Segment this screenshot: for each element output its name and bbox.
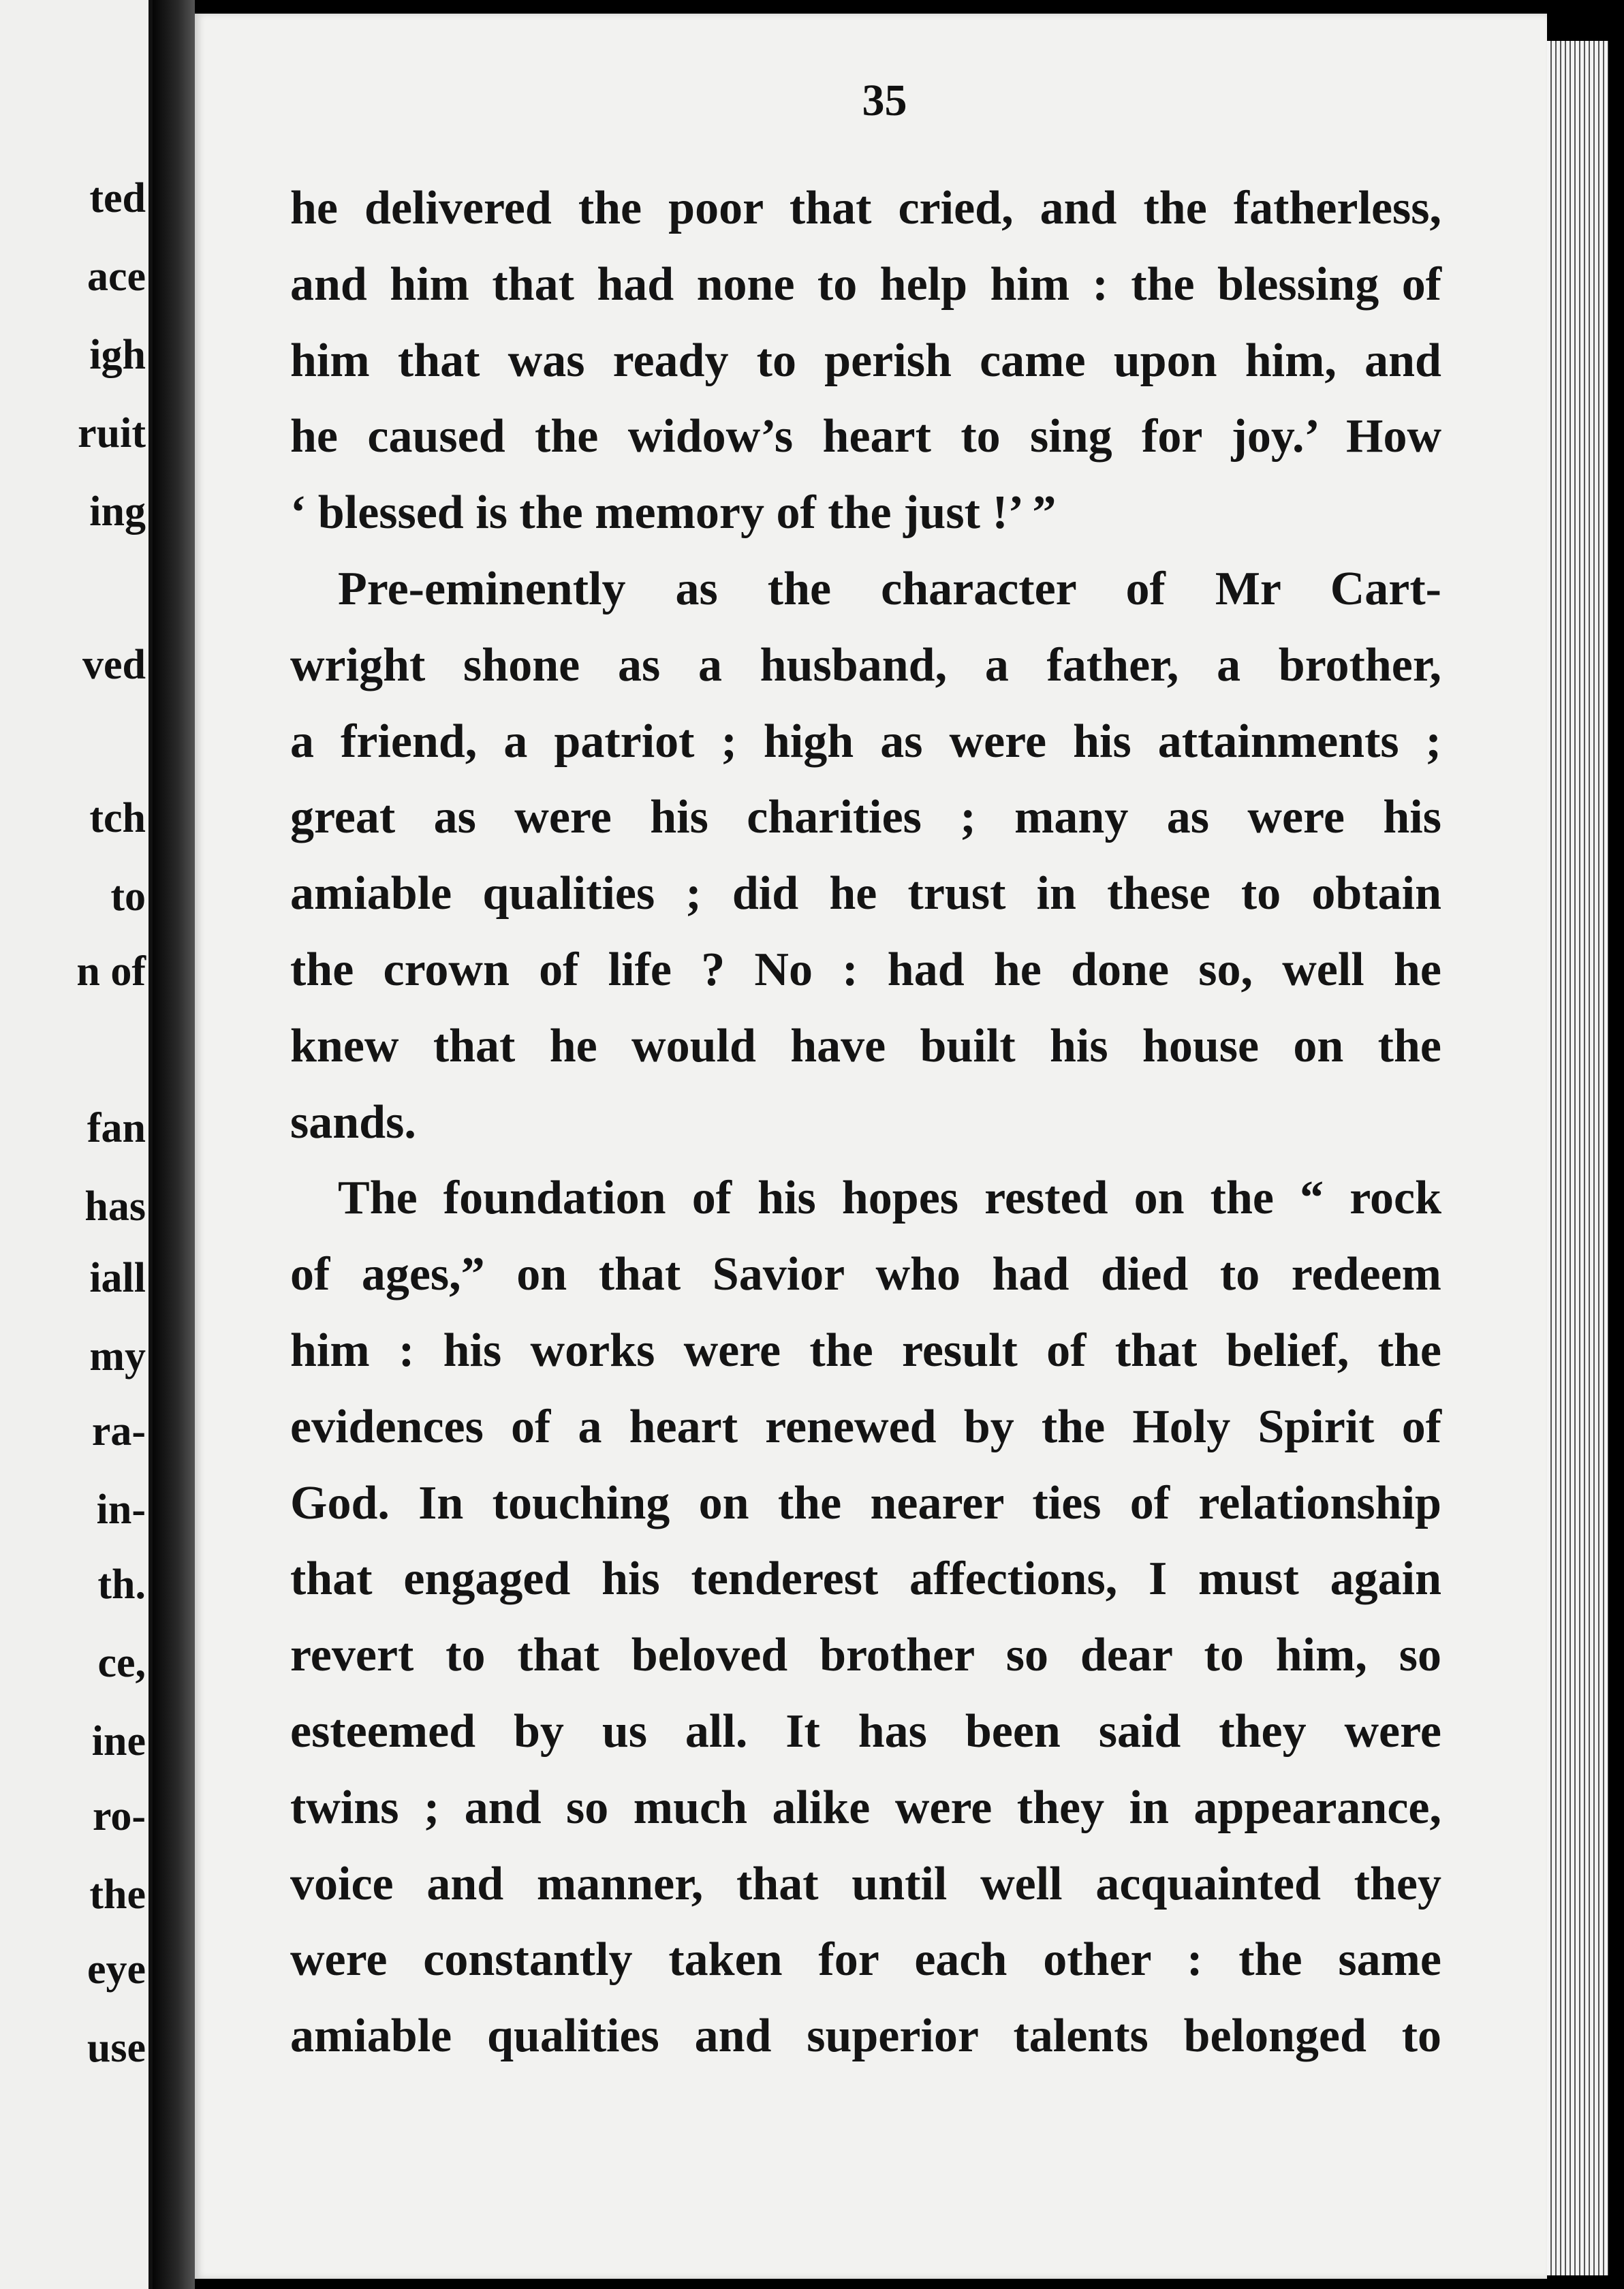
text-line: twins ; and so much alike were they in appearance, bbox=[290, 1781, 1441, 1834]
left-page-fragment: ted bbox=[89, 175, 146, 221]
text-line: a friend, a patriot ; high as were his attainments ; bbox=[290, 715, 1441, 768]
text-line: Pre-eminently as the character of Mr Cart- bbox=[338, 562, 1441, 615]
text-line: he caused the widow’s heart to sing for joy.’ How bbox=[290, 410, 1441, 463]
text-line: esteemed by us all. It has been said they were bbox=[290, 1704, 1441, 1758]
left-page-fragment: has bbox=[84, 1183, 146, 1230]
left-page-fragment: iall bbox=[89, 1255, 146, 1301]
left-page-fragment: ine bbox=[91, 1718, 146, 1764]
left-page-fragment: fan bbox=[87, 1105, 146, 1151]
text-line: knew that he would have built his house on the bbox=[290, 1019, 1441, 1072]
left-page-fragment: igh bbox=[89, 332, 146, 378]
left-facing-page bbox=[0, 0, 153, 2289]
left-page-fragment: th. bbox=[97, 1561, 146, 1608]
text-line: God. In touching on the nearer ties of relationship bbox=[290, 1476, 1441, 1529]
scan-border bbox=[1608, 0, 1624, 2289]
left-page-fragment: ing bbox=[89, 488, 146, 535]
text-line: The foundation of his hopes rested on the “ rock bbox=[338, 1172, 1441, 1225]
text-line: amiable qualities ; did he trust in these to obtain bbox=[290, 867, 1441, 920]
left-page-fragment: tch bbox=[89, 795, 146, 841]
text-line: that engaged his tenderest affections, I must again bbox=[290, 1553, 1441, 1606]
text-line: revert to that beloved brother so dear to him, so bbox=[290, 1629, 1441, 1682]
text-line: sands. bbox=[290, 1095, 416, 1149]
left-page-fragment: ruit bbox=[78, 410, 146, 456]
text-line: great as were his charities ; many as were his bbox=[290, 791, 1441, 844]
book-page bbox=[195, 14, 1547, 2279]
left-page-fragment: to bbox=[110, 873, 146, 920]
left-page-fragment: use bbox=[87, 2025, 146, 2071]
page-body-text bbox=[290, 170, 1441, 2074]
text-line: evidences of a heart renewed by the Holy Spirit of bbox=[290, 1400, 1441, 1453]
text-line: the crown of life ? No : had he done so, well he bbox=[290, 943, 1441, 996]
left-page-fragment: ace bbox=[87, 253, 146, 300]
text-line: him : his works were the result of that belief, the bbox=[290, 1324, 1441, 1377]
left-page-fragment: ved bbox=[82, 642, 146, 688]
text-line: wright shone as a husband, a father, a brother, bbox=[290, 638, 1441, 691]
text-line: voice and manner, that until well acquainted they bbox=[290, 1857, 1441, 1910]
book-gutter bbox=[153, 0, 195, 2289]
text-line: he delivered the poor that cried, and the fatherless, bbox=[290, 182, 1441, 234]
left-page-fragment: the bbox=[89, 1871, 146, 1918]
left-page-fragment: ce, bbox=[97, 1640, 146, 1686]
text-line: amiable qualities and superior talents belonged to bbox=[290, 2010, 1441, 2063]
page-edge-stack bbox=[1547, 41, 1608, 2275]
left-page-fragment: ra- bbox=[91, 1408, 146, 1454]
left-page-fragment: n of bbox=[76, 948, 146, 995]
left-page-fragment: in- bbox=[96, 1486, 146, 1533]
text-line: of ages,” on that Savior who had died to redeem bbox=[290, 1248, 1441, 1301]
left-page-fragment: eye bbox=[87, 1946, 146, 1993]
left-page-fragment: my bbox=[89, 1333, 146, 1380]
text-line: were constantly taken for each other : the same bbox=[290, 1933, 1441, 1987]
text-line: him that was ready to perish came upon him, and bbox=[290, 334, 1441, 387]
text-line: ‘ blessed is the memory of the just !’ ” bbox=[290, 486, 1057, 540]
text-line: and him that had none to help him : the blessing of bbox=[290, 258, 1441, 311]
left-page-fragment: ro- bbox=[92, 1793, 146, 1839]
page-number: 35 bbox=[862, 76, 907, 125]
